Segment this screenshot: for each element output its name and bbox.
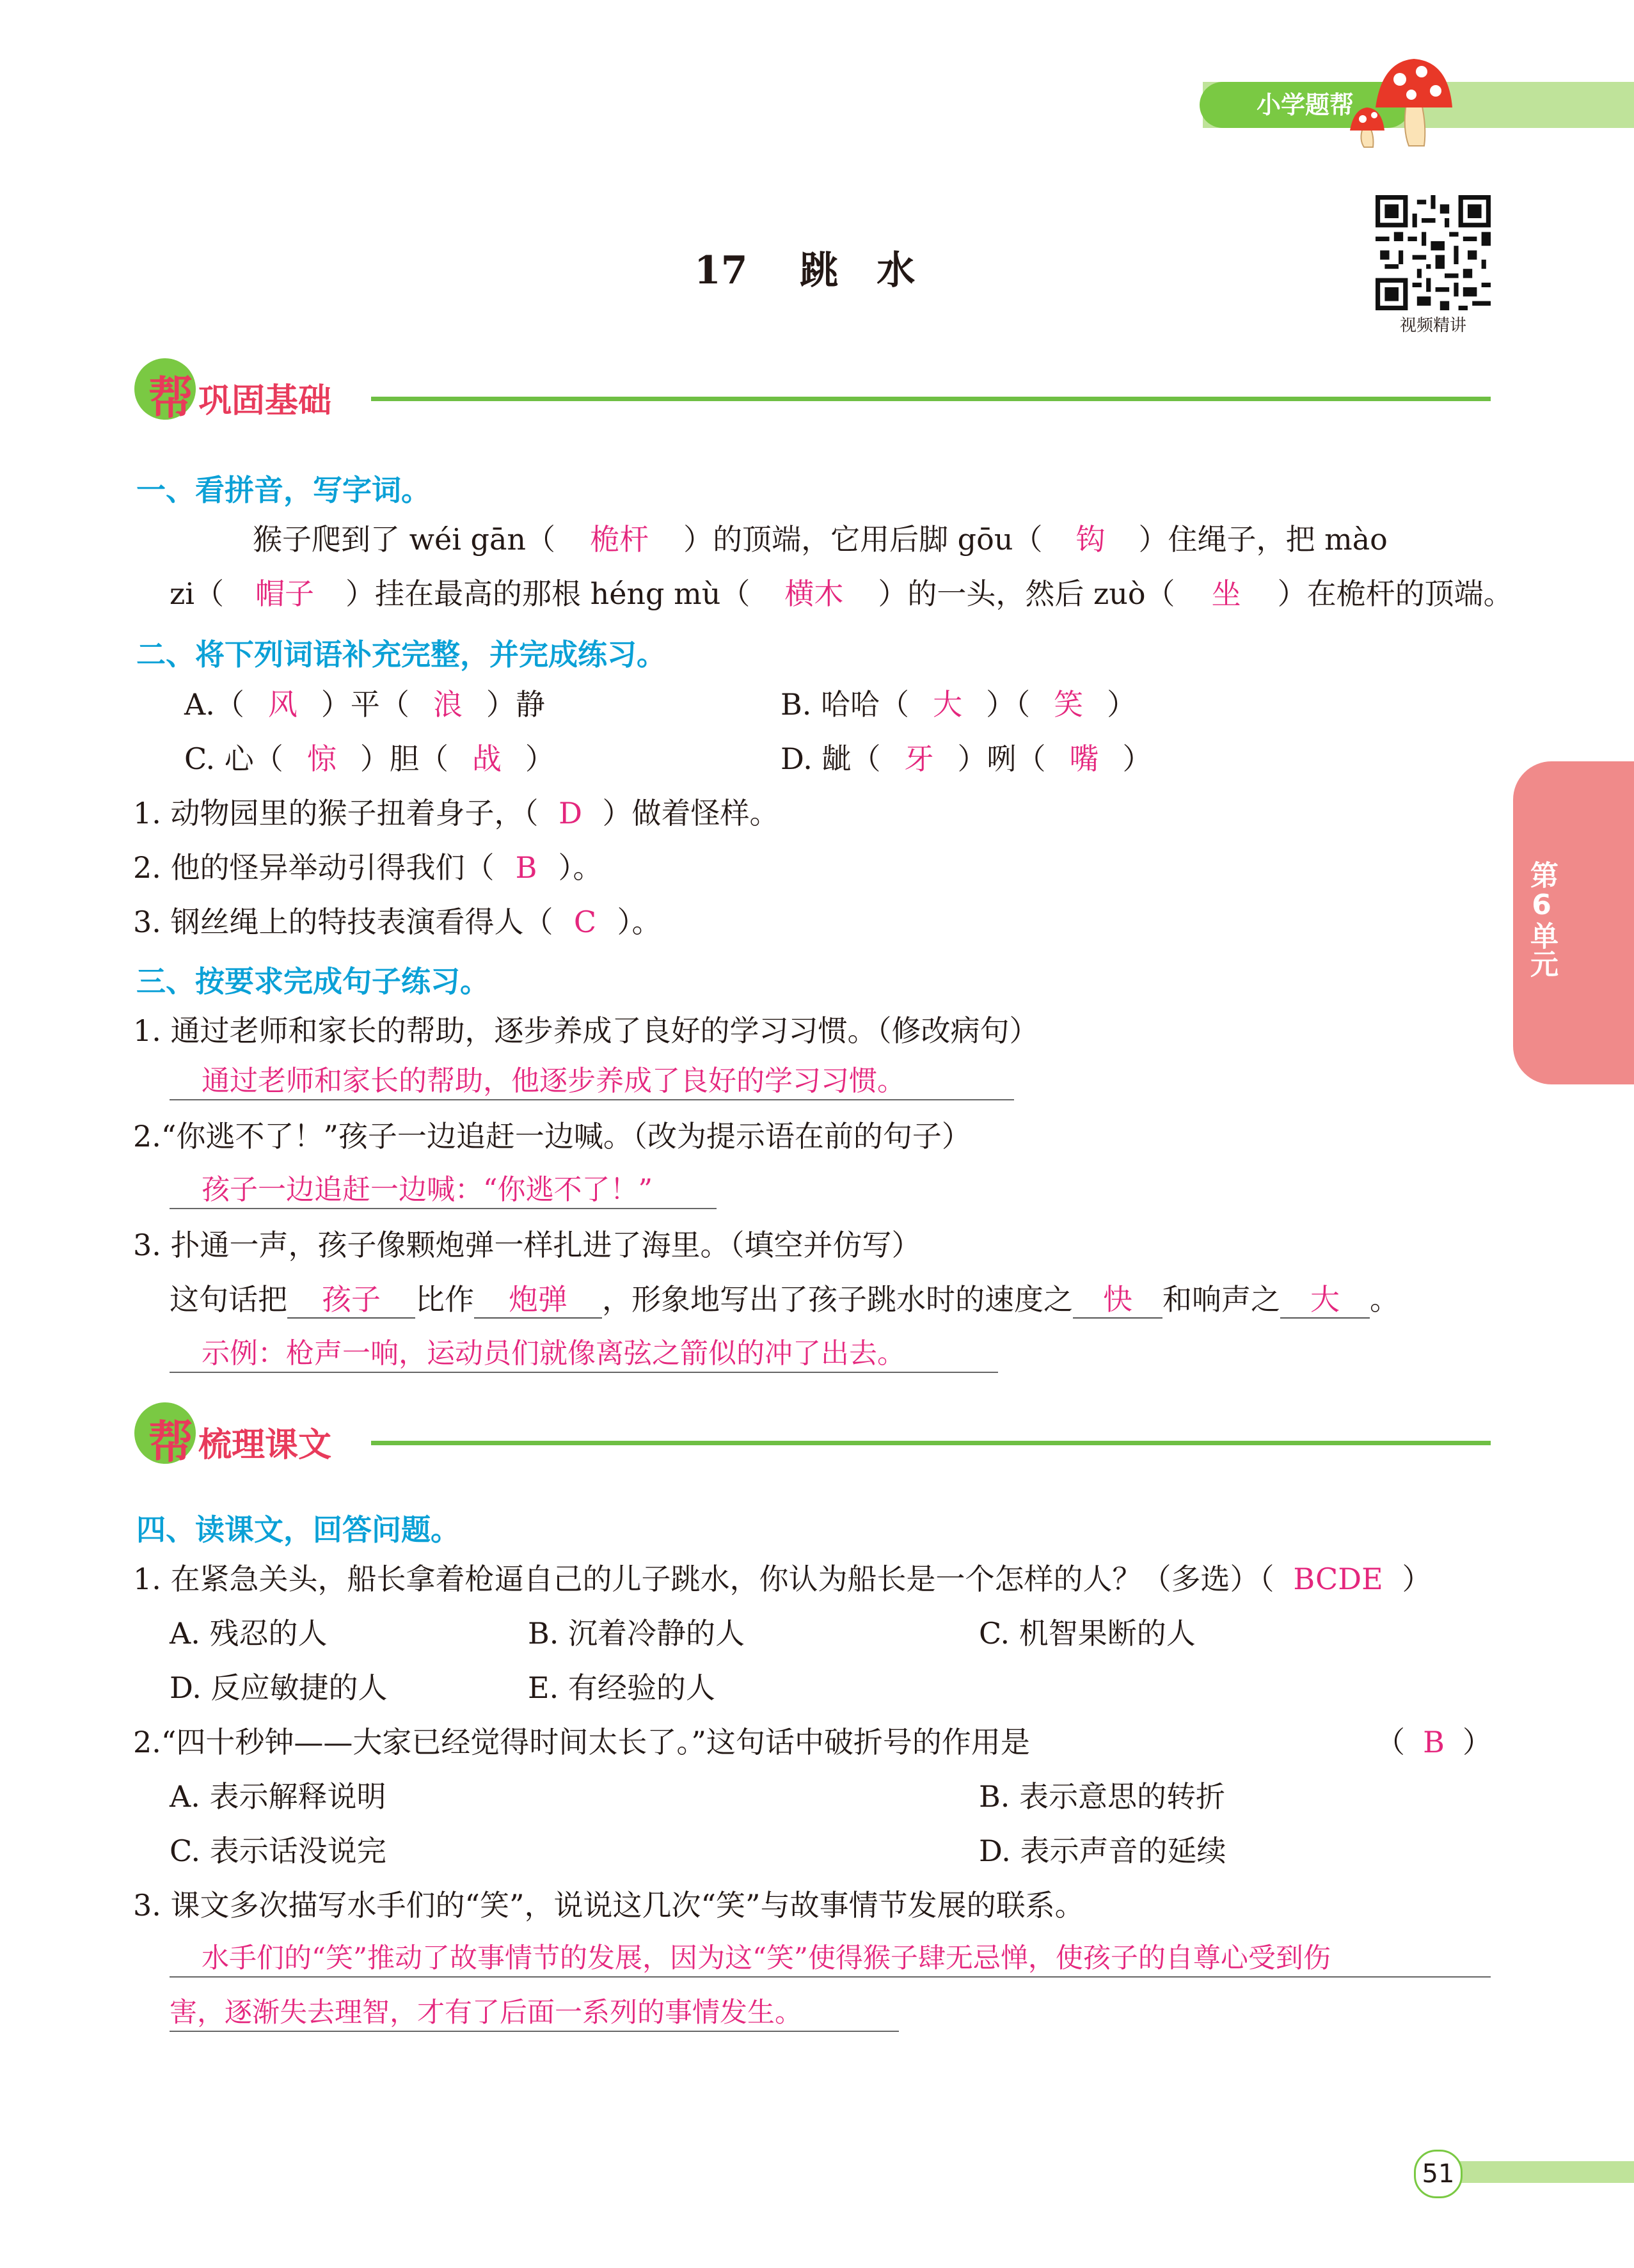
q2-item-1: 1. 动物园里的猴子扭着身子，（ D ）做着怪样。 xyxy=(133,796,779,830)
lesson-name: 跳 水 xyxy=(800,248,916,293)
q2-heading: 二、将下列词语补充完整，并完成练习。 xyxy=(136,637,666,672)
q4-item-2: 2.“四十秒钟——大家已经觉得时间太长了。”这句话中破折号的作用是 xyxy=(133,1725,1030,1759)
q2-option-c: C. 心（ 惊 ）胆（ 战 ） xyxy=(184,741,555,776)
answer-zuo: 坐 xyxy=(1211,576,1241,611)
q4-answer-3-line1: 水手们的“笑”推动了故事情节的发展，因为这“笑”使得猴子肆无忌惮，使孩子的自尊心受到伤 xyxy=(170,1940,1491,1978)
q2-option-d: D. 龇（ 牙 ）咧（ 嘴 ） xyxy=(781,741,1152,776)
q3-item-1: 1. 通过老师和家长的帮助，逐步养成了良好的学习习惯。（修改病句） xyxy=(133,1013,1039,1048)
lesson-title xyxy=(694,240,915,295)
banner-label: 巩固基础 xyxy=(198,382,332,420)
page-number: 51 xyxy=(1414,2150,1463,2198)
q4-1-option-d: D. 反应敏捷的人 xyxy=(170,1670,388,1705)
q4-1-option-c: C. 机智果断的人 xyxy=(979,1616,1196,1651)
banner-label: 梳理课文 xyxy=(198,1426,332,1464)
q2-item-2: 2. 他的怪异举动引得我们（ B ）。 xyxy=(133,850,603,885)
unit-side-tab-label: 第6单元 xyxy=(1525,860,1558,978)
q3-item-2: 2.“你逃不了！”孩子一边追赶一边喊。（改为提示语在前的句子） xyxy=(133,1119,971,1154)
q3-answer-1: 通过老师和家长的帮助，他逐步养成了良好的学习习惯。 xyxy=(170,1063,1014,1100)
q1-line2: zi（ 帽子 ）挂在最高的那根 héng mù（ 横木 ）的一头，然后 zuò（ 坐 ）在桅杆的顶端。 xyxy=(170,576,1513,611)
q4-2-option-c: C. 表示话没说完 xyxy=(170,1834,386,1868)
q4-1-option-e: E. 有经验的人 xyxy=(528,1670,715,1705)
qr-code-icon[interactable] xyxy=(1376,195,1491,310)
q4-heading: 四、读课文，回答问题。 xyxy=(136,1512,460,1547)
answer-gou: 钩 xyxy=(1075,522,1106,557)
q3-item-3: 3. 扑通一声，孩子像颗炮弹一样扎进了海里。（填空并仿写） xyxy=(133,1228,921,1262)
lesson-number: 17 xyxy=(694,248,748,293)
section-banner-consolidate xyxy=(134,358,1491,429)
mushroom-icon xyxy=(1350,52,1465,148)
banner-rule xyxy=(371,1441,1491,1445)
q4-1-option-a: A. 残忍的人 xyxy=(170,1616,328,1651)
brand-label: 小学题帮 xyxy=(1256,91,1354,119)
qr-caption: 视频精讲 xyxy=(1399,316,1466,335)
banner-badge-text: 帮 xyxy=(148,372,193,424)
answer-maozi: 帽子 xyxy=(255,576,314,611)
q1-line1: 猴子爬到了 wéi gān（ 桅杆 ）的顶端，它用后脚 gōu（ 钩 ）住绳子，把 mào xyxy=(253,522,1388,557)
answer-weigan: 桅杆 xyxy=(590,522,649,557)
section-banner-text xyxy=(134,1402,1491,1473)
q4-2-option-a: A. 表示解释说明 xyxy=(170,1779,386,1814)
q2-item-3: 3. 钢丝绳上的特技表演看得人（ C ）。 xyxy=(133,905,662,939)
q4-item-2-answer: （ B ） xyxy=(1376,1725,1492,1759)
q2-option-b: B. 哈哈（ 大 ）（ 笑 ） xyxy=(781,687,1137,722)
q4-1-option-b: B. 沉着冷静的人 xyxy=(528,1616,745,1651)
q2-option-a: A.（ 风 ）平（ 浪 ）静 xyxy=(184,687,545,722)
banner-badge-text: 帮 xyxy=(148,1416,193,1468)
q3-answer-2: 孩子一边追赶一边喊：“你逃不了！” xyxy=(170,1172,717,1209)
q4-item-3: 3. 课文多次描写水手们的“笑”，说说这几次“笑”与故事情节发展的联系。 xyxy=(133,1888,1084,1923)
q1-heading: 一、看拼音，写字词。 xyxy=(136,473,431,507)
q3-fill-line: 这句话把 孩子 比作 炮弹 ，形象地写出了孩子跳水时的速度之 快 和响声之 大 。 xyxy=(170,1281,1399,1319)
q4-item-1: 1. 在紧急关头，船长拿着枪逼自己的儿子跳水，你认为船长是一个怎样的人？（多选）（ BCDE ） xyxy=(133,1562,1432,1596)
q3-example: 示例：枪声一响，运动员们就像离弦之箭似的冲了出去。 xyxy=(170,1336,998,1373)
banner-rule xyxy=(371,397,1491,401)
q4-2-option-b: B. 表示意思的转折 xyxy=(979,1779,1226,1814)
footer-green-bar xyxy=(1446,2161,1634,2183)
q3-heading: 三、按要求完成句子练习。 xyxy=(136,964,489,999)
q4-answer-3-line2: 害，逐渐失去理智，才有了后面一系列的事情发生。 xyxy=(170,1995,899,2032)
answer-hengmu: 横木 xyxy=(784,576,844,611)
q4-2-option-d: D. 表示声音的延续 xyxy=(979,1834,1226,1868)
